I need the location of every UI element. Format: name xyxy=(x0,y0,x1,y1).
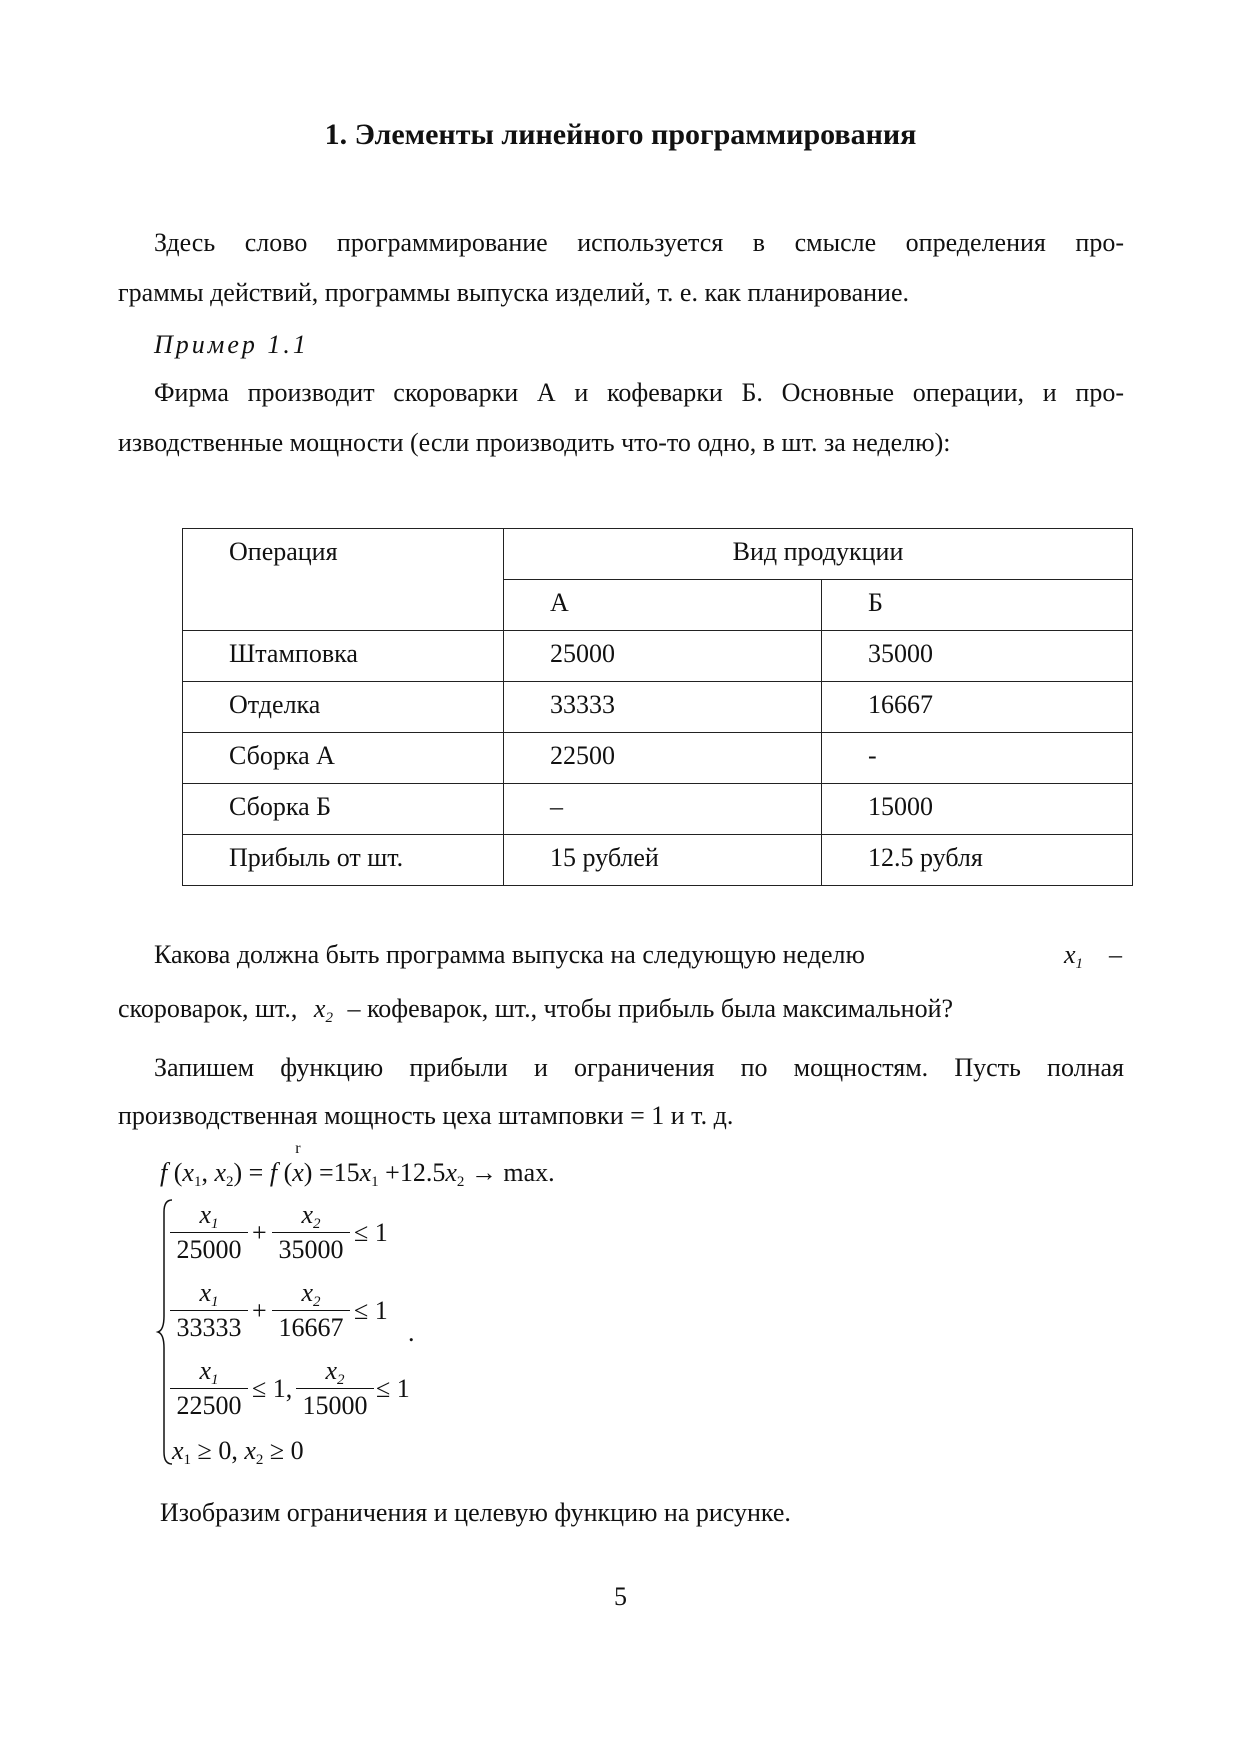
intro-line-1: Здесь слово программирование используется в смысле определения про- xyxy=(154,228,1124,257)
page-number: 5 xyxy=(614,1582,627,1611)
fraction: $\frac{x_2}{35000}$ xyxy=(272,1200,350,1265)
constraints-line-2: производственная мощность цеха штамповки = 1 и т. д. xyxy=(118,1101,734,1130)
intro-line-2: граммы действий, программы выпуска изделий, т. е. как планирование. xyxy=(118,278,909,307)
cell-b: 16667 xyxy=(822,682,1133,733)
plus-sign: + xyxy=(252,1218,267,1247)
firm-line-2: изводственные мощности (если производить что-то одно, в шт. за неделю): xyxy=(118,428,951,457)
inequality: ≤ 1, xyxy=(252,1374,293,1403)
closing-line: Изобразим ограничения и целевую функцию на рисунке. xyxy=(160,1498,791,1527)
cell-b: - xyxy=(822,733,1133,784)
fraction: $\frac{x_1}{22500}$ xyxy=(170,1356,248,1421)
header-product-b: Б xyxy=(822,580,1133,631)
cell-b: 12.5 рубля xyxy=(822,835,1133,886)
cell-a: 25000 xyxy=(504,631,822,682)
table-row xyxy=(183,784,1133,835)
system-period: . xyxy=(408,1318,415,1347)
cell-operation: Отделка xyxy=(183,682,504,733)
cell-b: 35000 xyxy=(822,631,1133,682)
inequality: ≤ 1 xyxy=(354,1218,388,1247)
nonnegativity: $x_1 \ge 0$, $x_2 \ge 0$ xyxy=(172,1436,304,1468)
header-operation: Операция xyxy=(183,529,504,631)
cell-a: 22500 xyxy=(504,733,822,784)
plus-sign: + xyxy=(252,1296,267,1325)
cell-b: 15000 xyxy=(822,784,1133,835)
cell-a: 15 рублей xyxy=(504,835,822,886)
fraction: $\frac{x_2}{15000}$ xyxy=(296,1356,374,1421)
fraction: $\frac{x_2}{16667}$ xyxy=(272,1278,350,1343)
constraints-line-1: Запишем функцию прибыли и ограничения по мощностям. Пусть полная xyxy=(154,1053,1124,1082)
variable-x1: $x_1$ xyxy=(1063,940,1083,972)
question-text: Какова должна быть программа выпуска на следующую неделю xyxy=(154,940,865,969)
operations-table xyxy=(182,528,1133,886)
question-dash: – xyxy=(1109,940,1122,969)
example-label: Пример 1.1 xyxy=(154,330,309,359)
fraction: $\frac{x_1}{25000}$ xyxy=(170,1200,248,1265)
inequality: ≤ 1 xyxy=(376,1374,410,1403)
question-line-2: скороварок, шт., $x_2$ – кофеварок, шт., чтобы прибыль была максимальной? xyxy=(118,994,954,1026)
cell-operation: Прибыль от шт. xyxy=(183,835,504,886)
header-product-type: Вид продукции xyxy=(504,529,1133,580)
cell-a: 33333 xyxy=(504,682,822,733)
table-row xyxy=(183,682,1133,733)
cell-operation: Штамповка xyxy=(183,631,504,682)
variable-x2: $x_2$ xyxy=(313,994,333,1026)
firm-line-1: Фирма производит скороварки А и кофеварки Б. Основные операции, и про- xyxy=(154,378,1124,407)
table-header-row xyxy=(183,529,1133,580)
question-line-1 xyxy=(118,940,1124,972)
header-product-a: А xyxy=(504,580,822,631)
section-heading: 1. Элементы линейного программирования xyxy=(324,118,917,151)
table-row xyxy=(183,733,1133,784)
cell-operation: Сборка Б xyxy=(183,784,504,835)
cell-operation: Сборка А xyxy=(183,733,504,784)
table-row xyxy=(183,835,1133,886)
inequality: ≤ 1 xyxy=(354,1296,388,1325)
objective-function: f ($x_1$, $x_2) = f$ (x r ) $=15x_1 +12.5x_2 \to \max$. xyxy=(160,1140,555,1190)
cell-a: – xyxy=(504,784,822,835)
table-row xyxy=(183,631,1133,682)
fraction: $\frac{x_1}{33333}$ xyxy=(170,1278,248,1343)
